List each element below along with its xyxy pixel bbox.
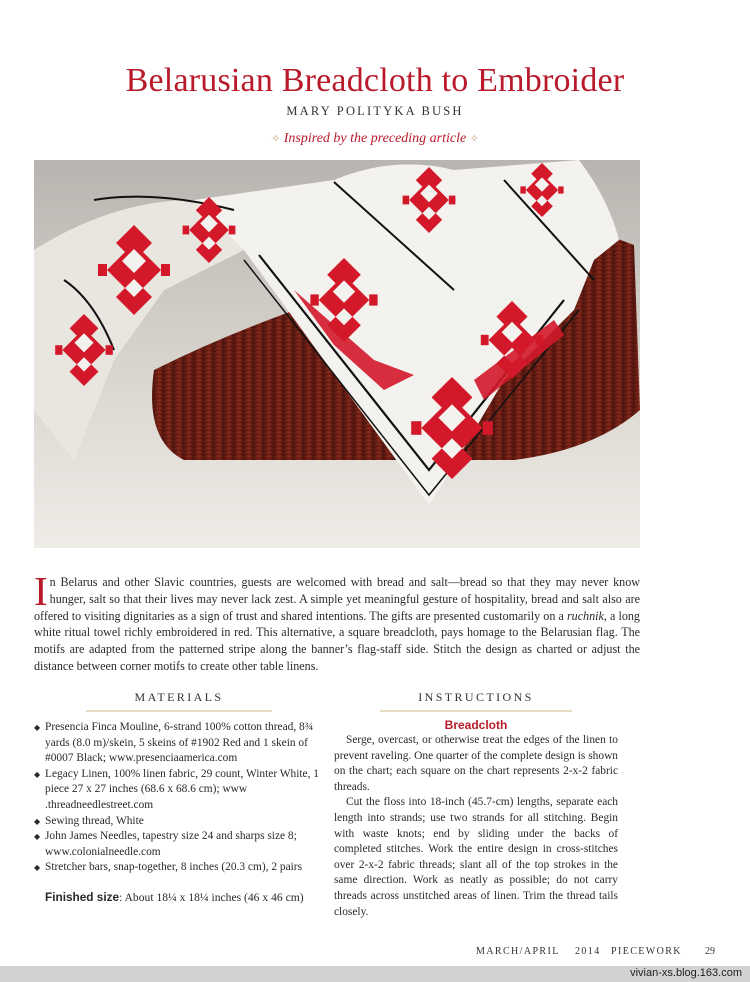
instructions-paragraph: Cut the floss into 18-inch (45.7-cm) lengths, separate each length into strands; use two strands for all stitching. Begin with waste knots; end by sliding under the backs of completed stitches. Work the entire design in cross-stitches over 2-x-2 fabric threads; slant all of the top strokes in the same direction. Work as neatly as possible; do not carry threads across unstitched areas of linen. Trim the thread tails closely. bbox=[334, 796, 618, 918]
breadcloth-illustration bbox=[34, 160, 640, 548]
inspired-text: Inspired by the preceding article bbox=[283, 131, 467, 146]
list-item: ◆ Stretcher bars, snap-together, 8 inches (20.3 cm), 2 pairs bbox=[34, 860, 324, 876]
intro-text-2: , a long white ritual towel richly embroidered in red. This alternative, a square breadcloth, pays homage to the Belarusian flag. The motifs are adapted from the patterned stripe along the banner’s flag-staff side. Stitch the design as charted or adjust the distance between corner motifs to create other table linens. bbox=[34, 608, 640, 673]
embroidered-breadcloth-photo bbox=[34, 160, 640, 548]
ornament-left-icon: ✧ bbox=[271, 133, 281, 145]
watermark-bar bbox=[0, 966, 750, 982]
finished-size bbox=[34, 890, 324, 904]
bullet-icon: ◆ bbox=[34, 816, 41, 826]
materials-section bbox=[34, 690, 324, 904]
list-item: ◆ John James Needles, tapestry size 24 and sharps size 8; www.colonialneedle.com bbox=[34, 830, 297, 858]
article-title: Belarusian Breadcloth to Embroider bbox=[125, 62, 625, 99]
ornament-right-icon: ✧ bbox=[469, 133, 479, 145]
materials-list bbox=[34, 720, 324, 876]
footer-issue: MARCH/APRIL bbox=[476, 946, 560, 957]
finished-size-label: Finished size bbox=[45, 889, 120, 904]
list-item: ◆ Legacy Linen, 100% linen fabric, 29 count, Winter White, 1 piece 27 x 27 inches (68.6 x 68.6 cm); www .threadneedlestreet.com bbox=[34, 767, 319, 811]
bullet-icon: ◆ bbox=[34, 832, 41, 842]
instructions-heading: INSTRUCTIONS bbox=[380, 690, 572, 712]
bullet-icon: ◆ bbox=[34, 723, 41, 732]
bullet-icon: ◆ bbox=[34, 769, 41, 779]
article-author: MARY POLITYKA BUSH bbox=[286, 104, 464, 118]
dropcap: I bbox=[34, 568, 48, 614]
intro-paragraph bbox=[34, 568, 640, 675]
intro-italic-word: ruchnik bbox=[566, 608, 604, 623]
instructions-section bbox=[334, 690, 618, 920]
materials-heading: MATERIALS bbox=[86, 690, 272, 712]
intro-text-1: n Belarus and other Slavic countries, guests are welcomed with bread and salt—bread so that they may never know hunger, salt so that their lives may never lack zest. A simple yet meaningful gesture of hospitality, bread and salt also are offered to visiting dignitaries as a sign of trust and shared intentions. The gifts are presented customarily on a bbox=[34, 575, 640, 623]
finished-size-value: : About 18¼ x 18¼ inches (46 x 46 cm) bbox=[119, 890, 304, 904]
instructions-subheading: Breadcloth bbox=[444, 718, 508, 732]
page-number: 29 bbox=[705, 946, 715, 957]
watermark-text: vivian-xs.blog.163.com bbox=[630, 967, 742, 979]
footer-magazine: PIECEWORK bbox=[611, 946, 682, 957]
bullet-icon: ◆ bbox=[34, 863, 41, 873]
inspired-line bbox=[0, 131, 750, 147]
footer-year: 2014 bbox=[575, 946, 601, 957]
instructions-paragraph: Serge, overcast, or otherwise treat the edges of the linen to prevent raveling. One quarter of the complete design is shown on the chart; each square on the chart represents 2-x-2 fabric threads. bbox=[334, 734, 618, 793]
list-item: ◆ Sewing thread, White bbox=[34, 814, 324, 830]
list-item: ◆ Presencia Finca Mouline, 6-strand 100% cotton thread, 8¾ yards (8.0 m)/skein, 5 skeins of #1902 Red and 1 skein of #0007 Black; www.presenciaamerica.com bbox=[34, 721, 314, 765]
